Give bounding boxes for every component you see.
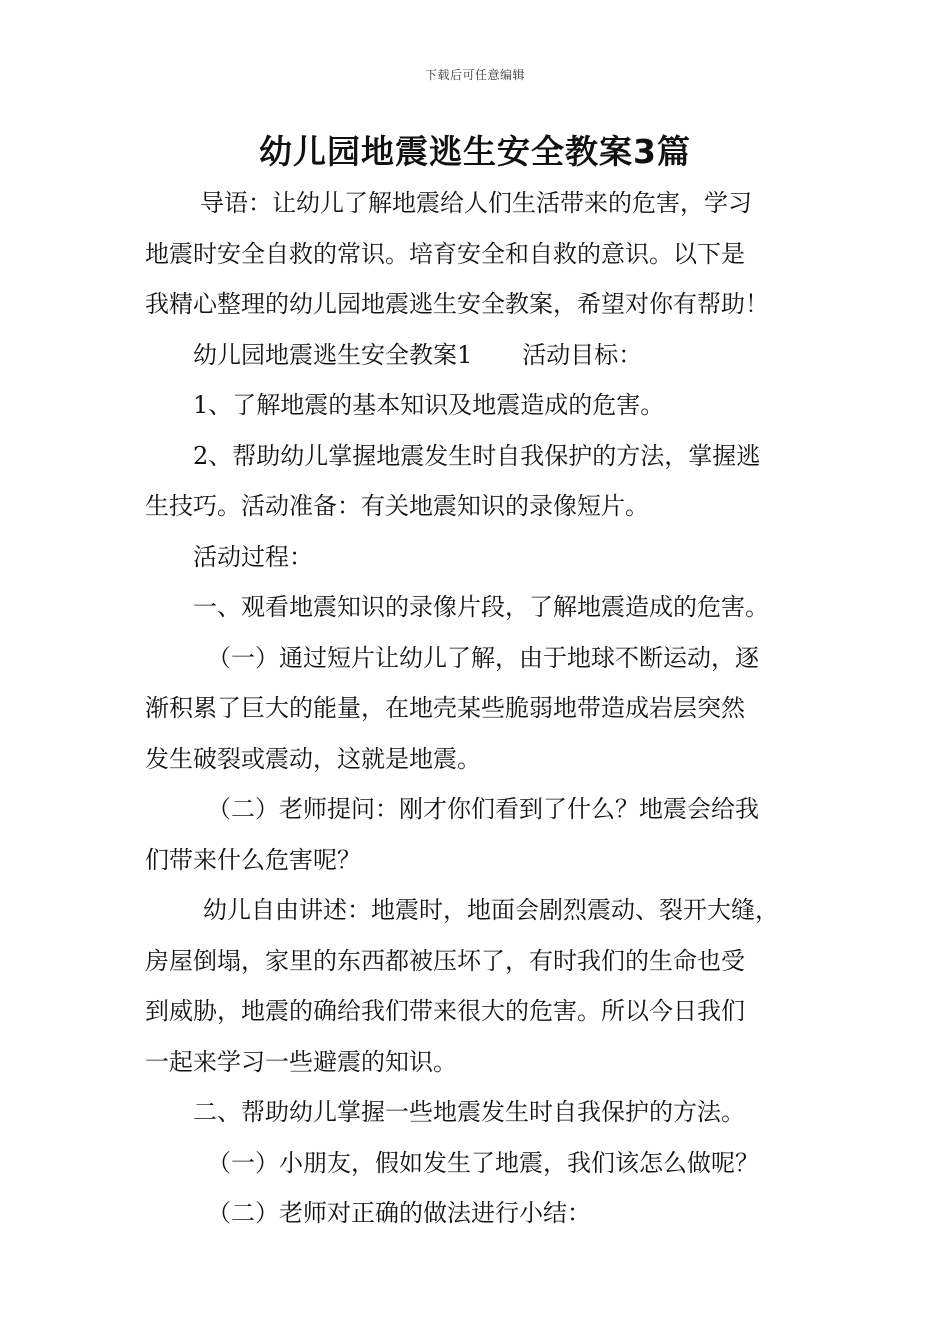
section-heading-line — [145, 330, 825, 381]
intro-line: 我精心整理的幼儿园地震逃生安全教案，希望对你有帮助！ — [145, 290, 769, 318]
intro-line: 导语：让幼儿了解地震给人们生活带来的危害，学习 — [200, 189, 752, 217]
intro-line: 地震时安全自救的常识。培育安全和自救的意识。以下是 — [145, 239, 745, 268]
body-line: 发生破裂或震动，这就是地震。 — [145, 744, 481, 773]
body-line: （一）小朋友，假如发生了地震，我们该怎么做呢？ — [207, 1148, 759, 1177]
header-note: 下载后可任意编辑 — [424, 68, 525, 82]
body-line: 生技巧。活动准备：有关地震知识的录像短片。 — [145, 492, 649, 520]
document-title: 幼儿园地震逃生安全教案3篇 — [259, 132, 691, 171]
body-line: 房屋倒塌，家里的东西都被压坏了，有时我们的生命也受 — [145, 946, 745, 975]
body-line: 渐积累了巨大的能量，在地壳某些脆弱地带造成岩层突然 — [145, 694, 745, 722]
body-line: 二、帮助幼儿掌握一些地震发生时自我保护的方法。 — [193, 1098, 745, 1126]
section-subheading: 活动目标： — [522, 340, 643, 369]
document-body — [145, 178, 825, 1239]
body-line: 到威胁，地震的确给我们带来很大的危害。所以今日我们 — [145, 997, 745, 1025]
body-line: （二）老师对正确的做法进行小结： — [207, 1199, 591, 1227]
body-line: 们带来什么危害呢？ — [145, 845, 361, 874]
body-line: 幼儿自由讲述：地震时，地面会剧烈震动、裂开大缝， — [203, 896, 779, 924]
body-line: 一起来学习一些避震的知识。 — [145, 1047, 457, 1076]
section-title: 幼儿园地震逃生安全教案1 — [193, 340, 473, 369]
body-line: 一、观看地震知识的录像片段，了解地震造成的危害。 — [193, 593, 769, 621]
body-line: 2、帮助幼儿掌握地震发生时自我保护的方法，掌握逃 — [193, 441, 761, 470]
body-line: （一）通过短片让幼儿了解，由于地球不断运动，逐 — [207, 643, 759, 672]
body-line: （二）老师提问：刚才你们看到了什么？地震会给我 — [207, 795, 759, 823]
body-line: 1、了解地震的基本知识及地震造成的危害。 — [193, 391, 665, 419]
body-line: 活动过程： — [193, 542, 313, 571]
